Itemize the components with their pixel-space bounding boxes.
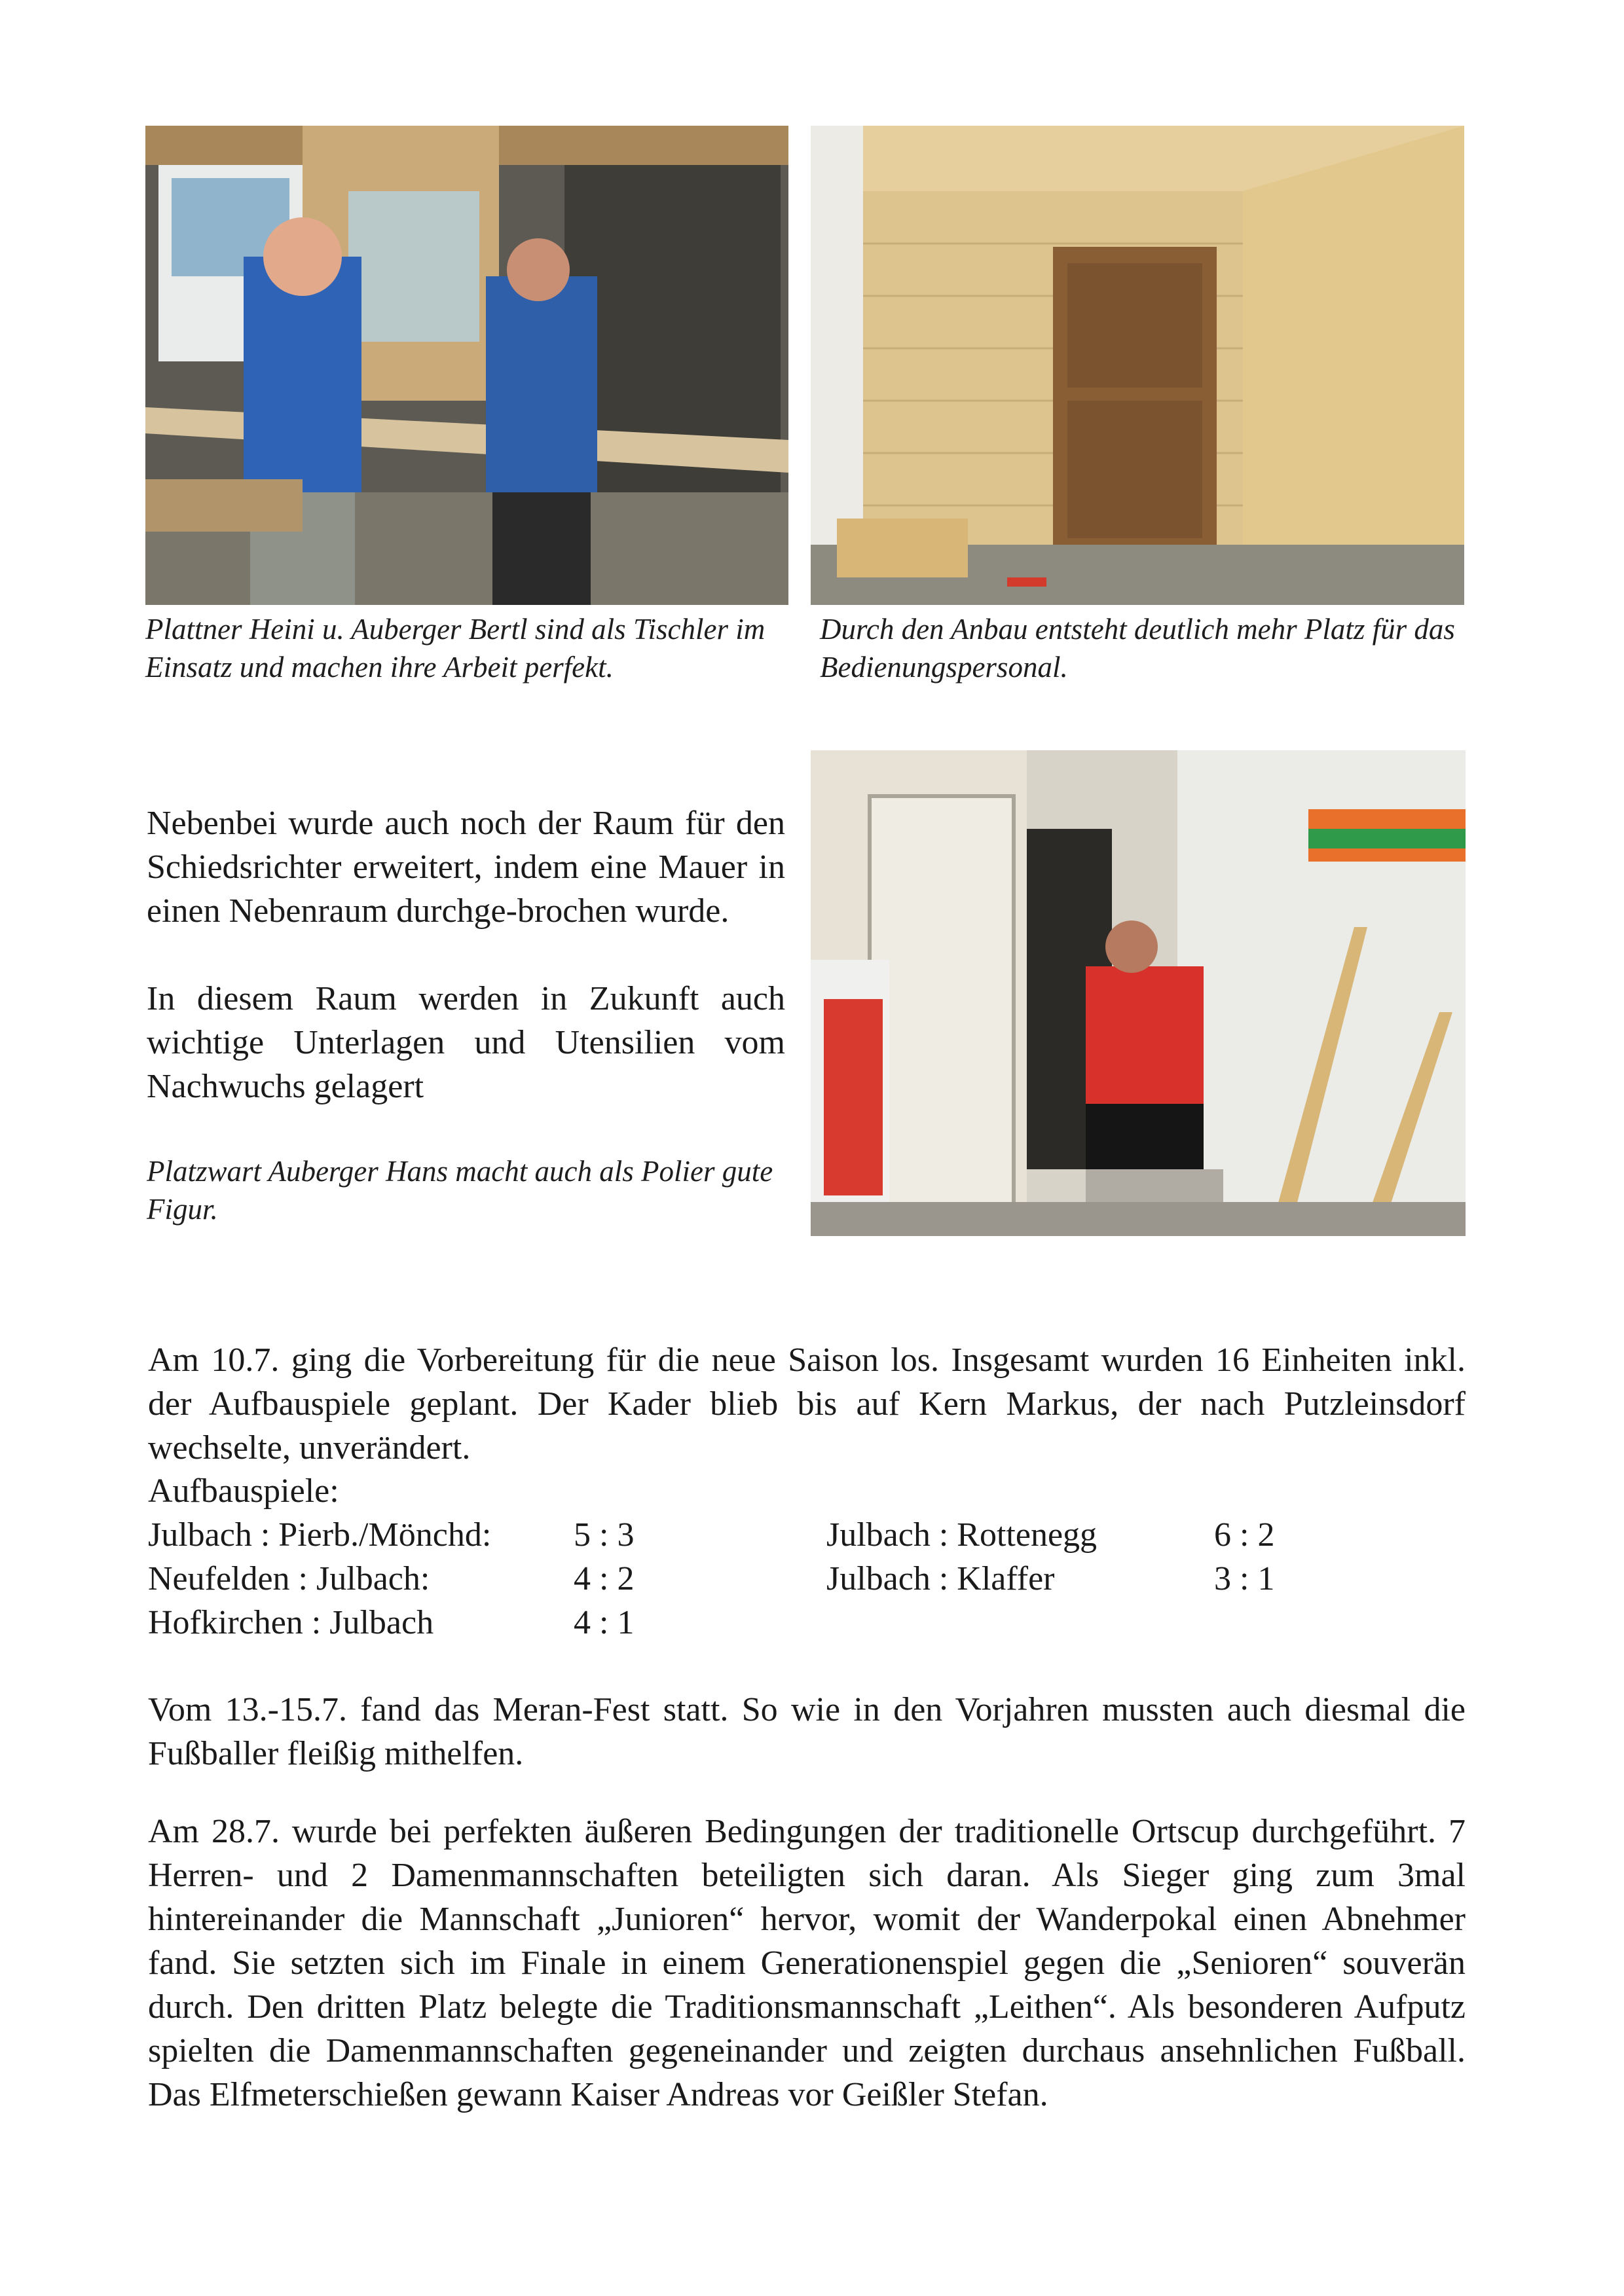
match-score: 3 : 1 xyxy=(1214,1560,1275,1597)
match-name: Julbach : Pierb./Mönchd: xyxy=(148,1516,492,1554)
match-score: 4 : 2 xyxy=(574,1560,635,1597)
paragraph-schiedsrichter: Nebenbei wurde auch noch der Raum für den Schiedsrichter erweitert, indem eine Mauer in einen Nebenraum durchge-brochen wurde. xyxy=(147,805,785,930)
match-score: 6 : 2 xyxy=(1214,1516,1275,1554)
match-name: Julbach : Klaffer xyxy=(826,1560,1055,1597)
photo-carpenters xyxy=(145,126,788,605)
match-name: Julbach : Rottenegg xyxy=(826,1516,1098,1554)
paragraph-unterlagen: In diesem Raum werden in Zukunft auch wichtige Unterlagen und Utensilien vom Nachwuchs gelagert xyxy=(147,980,785,1105)
match-name: Neufelden : Julbach: xyxy=(148,1560,430,1597)
paragraph-ortscup: Am 28.7. wurde bei perfekten äußeren Bedingungen der traditionelle Ortscup durchgeführt. 7 Herren- und 2 Damenmannschaften beteiligten sich daran. Als Sieger ging zum 3mal hintereinander die Mannschaft „Junioren“ hervor, womit der Wanderpokal einen Abnehmer fand. Sie setzten sich im Finale in einem Generationenspiel gegen die „Senioren“ souverän durch. Den dritten Platz belegte die Traditionsmannschaft „Leithen“. Als besonderen Aufputz spielten die Damenmannschaften gegeneinander und zeigten durchaus ansehnlichen Fußball. Das Elfmeterschießen gewann Kaiser Andreas vor Geißler Stefan. xyxy=(148,1813,1466,2113)
match-score: 4 : 1 xyxy=(574,1604,635,1641)
caption-photo-carpenters: Plattner Heini u. Auberger Bertl sind als Tischler im Einsatz und machen ihre Arbeit perfekt. xyxy=(145,613,766,683)
caption-photo-polier: Platzwart Auberger Hans macht auch als Polier gute Figur. xyxy=(147,1155,773,1226)
match-name: Hofkirchen : Julbach xyxy=(148,1604,434,1641)
aufbauspiele-heading: Aufbauspiele: xyxy=(148,1472,339,1510)
match-score: 5 : 3 xyxy=(574,1516,635,1554)
aufbauspiele-row xyxy=(0,1601,1624,1645)
photo-polier xyxy=(811,750,1466,1236)
photo-wooden-room xyxy=(811,126,1464,605)
aufbauspiele-row xyxy=(0,1513,1624,1557)
paragraph-vorbereitung: Am 10.7. ging die Vorbereitung für die neue Saison los. Insgesamt wurden 16 Einheiten inkl. der Aufbauspiele geplant. Der Kader blieb bis auf Kern Markus, der nach Putzleinsdorf wechselte, unverändert. xyxy=(148,1341,1466,1467)
aufbauspiele-row xyxy=(0,1557,1624,1601)
paragraph-meranfest: Vom 13.-15.7. fand das Meran-Fest statt. So wie in den Vorjahren mussten auch diesmal die Fußballer fleißig mithelfen. xyxy=(148,1691,1466,1772)
caption-photo-wooden-room: Durch den Anbau entsteht deutlich mehr Platz für das Bedienungspersonal. xyxy=(820,613,1455,683)
